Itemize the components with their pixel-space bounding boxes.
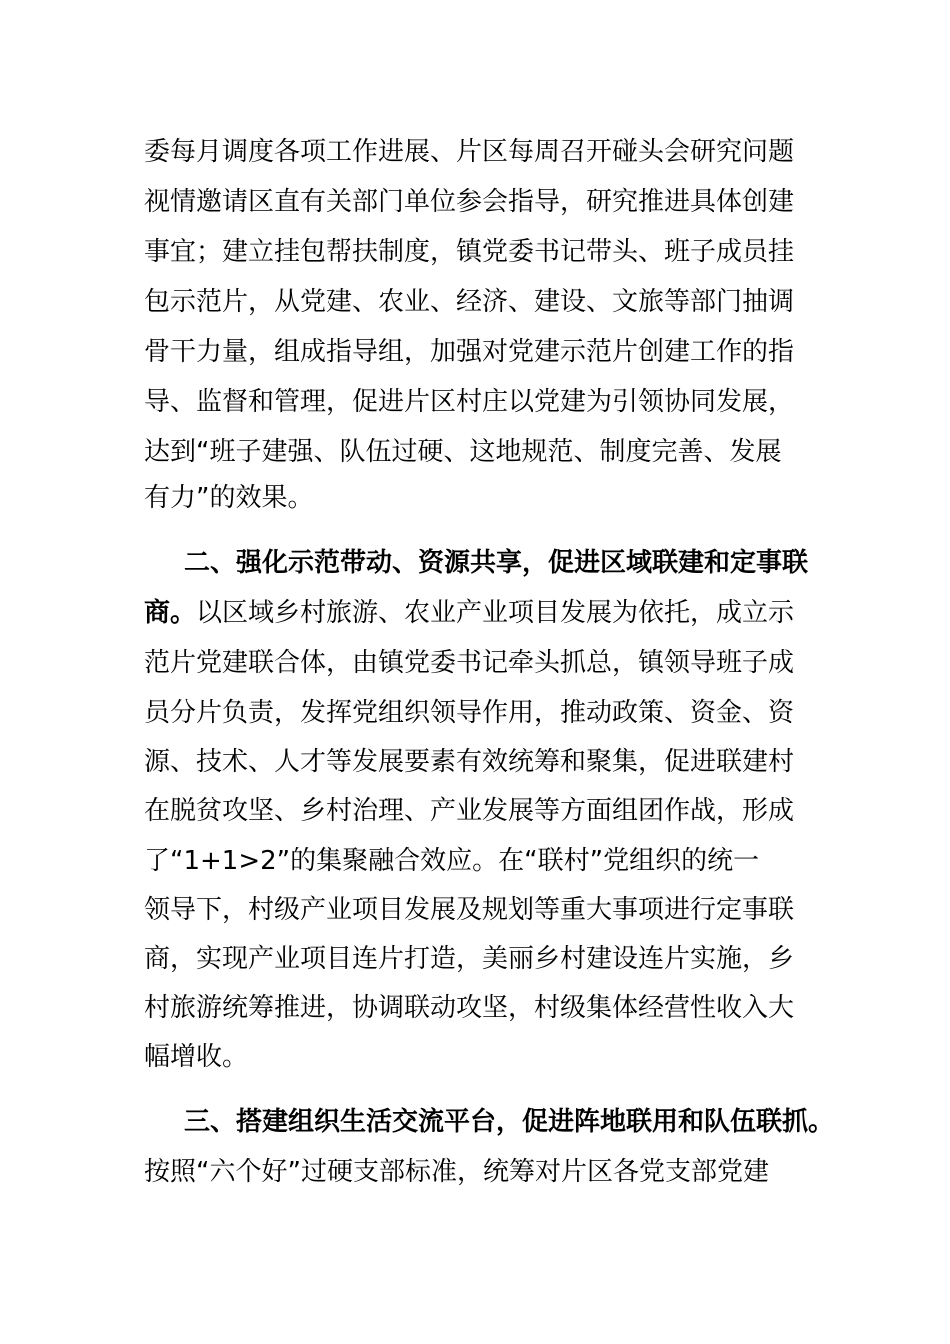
text-line: 包示范片，从党建、农业、经济、建设、文旅等部门抽调 — [144, 287, 795, 317]
text-line: 骨干力量，组成指导组，加强对党建示范片创建工作的指 — [144, 337, 795, 367]
text-line: 了“1+1>2”的集聚融合效应。在“联村”党组织的统一 — [144, 846, 760, 876]
text-line: 事宜；建立挂包帮扶制度，镇党委书记带头、班子成员挂 — [144, 237, 795, 267]
text-line: 源、技术、人才等发展要素有效统筹和聚集，促进联建村 — [144, 747, 795, 777]
text-line: 村旅游统筹推进，协调联动攻坚，村级集体经营性收入大 — [144, 993, 795, 1023]
section-heading: 二、强化示范带动、资源共享，促进区域联建和定事联 — [184, 548, 809, 578]
text-line: 视情邀请区直有关部门单位参会指导，研究推进具体创建 — [144, 187, 795, 217]
text-line: 达到“班子建强、队伍过硬、这地规范、制度完善、发展 — [144, 437, 782, 467]
text-line: 领导下，村级产业项目发展及规划等重大事项进行定事联 — [144, 895, 795, 925]
text-line: 员分片负责，发挥党组织领导作用，推动政策、资金、资 — [144, 698, 795, 728]
text-span: 以区域乡村旅游、农业产业项目发展为依托，成立示 — [196, 598, 795, 628]
text-line — [144, 595, 824, 631]
text-line: 委每月调度各项工作进展、片区每周召开碰头会研究问题 — [144, 137, 795, 167]
text-line: 商，实现产业项目连片打造，美丽乡村建设连片实施，乡 — [144, 944, 795, 974]
section-heading: 三、搭建组织生活交流平台，促进阵地联用和队伍联抓。 — [184, 1107, 835, 1137]
section-heading-end: 商。 — [144, 598, 197, 628]
text-line: 有力”的效果。 — [144, 483, 314, 513]
text-line: 范片党建联合体，由镇党委书记牵头抓总，镇领导班子成 — [144, 648, 795, 678]
text-line: 导、监督和管理，促进片区村庄以党建为引领协同发展， — [144, 387, 795, 417]
text-line: 在脱贫攻坚、乡村治理、产业发展等方面组团作战，形成 — [144, 796, 795, 826]
text-line: 幅增收。 — [144, 1042, 249, 1072]
text-line: 按照“六个好”过硬支部标准，统筹对片区各党支部党建 — [144, 1157, 769, 1187]
